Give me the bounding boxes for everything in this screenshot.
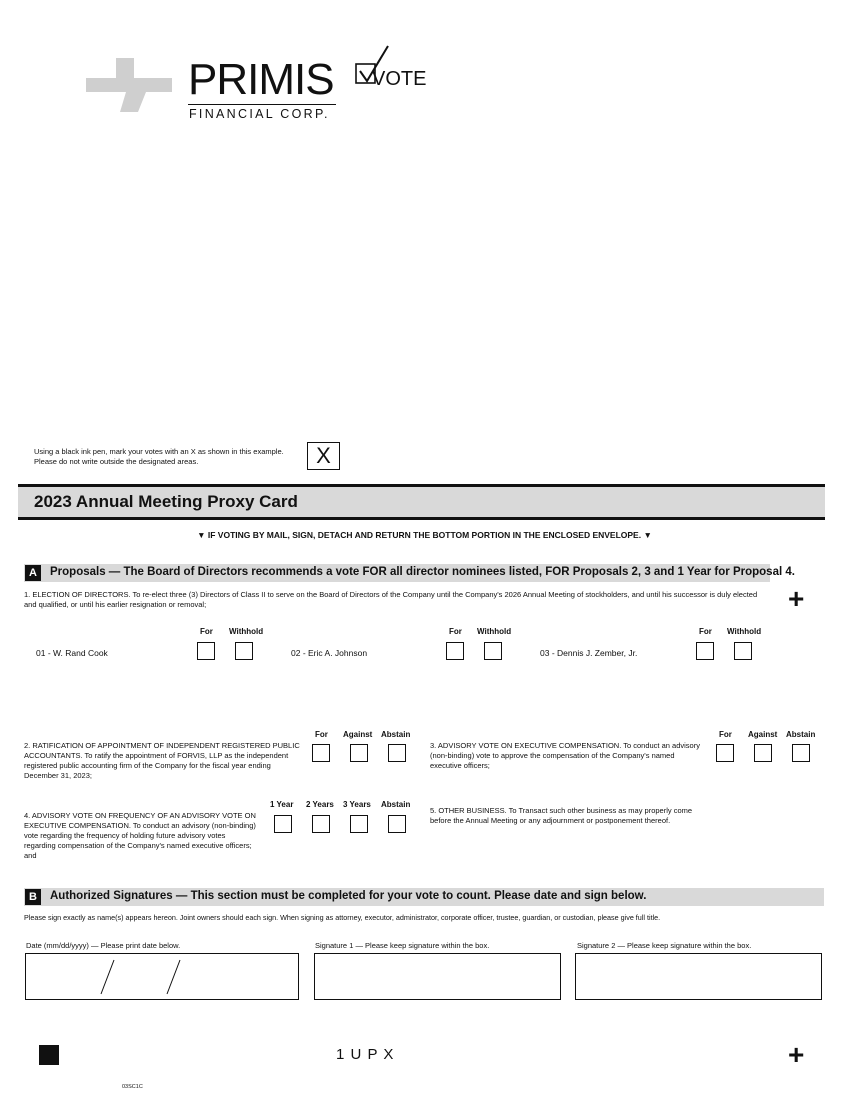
nominee-2-for-checkbox[interactable]: [446, 642, 464, 660]
ink-instruction: Using a black ink pen, mark your votes with an X as shown in this example. Please do not write outside the designated areas.: [34, 447, 284, 466]
proposal-2-abstain-checkbox[interactable]: [388, 744, 406, 762]
cross-logo-icon: [86, 58, 172, 114]
nominee-2-withhold-checkbox[interactable]: [484, 642, 502, 660]
proxy-card-title-bar: [18, 487, 825, 517]
nominee-2: 02 - Eric A. Johnson: [291, 648, 368, 658]
section-b-title: Authorized Signatures — This section must be completed for your vote to count. Please date and sign below.: [50, 890, 647, 902]
proposal-4-text: 4. ADVISORY VOTE ON FREQUENCY OF AN ADVISORY VOTE ON EXECUTIVE COMPENSATION. To conduct an advisory (non-binding) vote regarding the frequency of holding future advisory votes regarding compensation of the Company's named executive officers; and: [24, 811, 256, 860]
date-input-box[interactable]: [25, 953, 299, 1000]
signature-note: Please sign exactly as name(s) appears hereon. Joint owners should each sign. When signing as attorney, executor, administrator, corporate officer, trustee, guardian, or custodian, please give full title.: [24, 913, 661, 922]
mail-instruction: ▼ IF VOTING BY MAIL, SIGN, DETACH AND RETURN THE BOTTOM PORTION IN THE ENCLOSED ENVELOPE. ▼: [197, 530, 652, 540]
date-label: Date (mm/dd/yyyy) — Please print date below.: [26, 941, 181, 950]
section-b-header: [24, 888, 824, 906]
footer-code: 1 U P X: [336, 1046, 395, 1063]
nominee-3-withhold-checkbox[interactable]: [734, 642, 752, 660]
nominee-3-for-checkbox[interactable]: [696, 642, 714, 660]
company-logo: [86, 56, 446, 126]
nominee-1: 01 - W. Rand Cook: [36, 648, 108, 658]
plus-icon-bottom: +: [788, 1039, 805, 1070]
proposal-3-abstain-checkbox[interactable]: [792, 744, 810, 762]
proposal-2-against-checkbox[interactable]: [350, 744, 368, 762]
nominee-1-withhold-checkbox[interactable]: [235, 642, 253, 660]
proposal-2-for-checkbox[interactable]: [312, 744, 330, 762]
proposal-2-text: 2. RATIFICATION OF APPOINTMENT OF INDEPENDENT REGISTERED PUBLIC ACCOUNTANTS. To ratify the appointment of FORVIS, LLP as the independent registered public accounting firm of the Company for the fiscal year ending December 31, 2023;: [24, 741, 300, 780]
signature-2-label: Signature 2 — Please keep signature within the box.: [577, 941, 752, 950]
proposal-4-3years-checkbox[interactable]: [350, 815, 368, 833]
company-subtitle: FINANCIAL CORP.: [189, 107, 330, 121]
signature-1-label: Signature 1 — Please keep signature within the box.: [315, 941, 490, 950]
company-name: PRIMIS: [188, 55, 334, 104]
registration-square: [39, 1045, 59, 1065]
proposal-4-abstain-checkbox[interactable]: [388, 815, 406, 833]
proposal-3-text: 3. ADVISORY VOTE ON EXECUTIVE COMPENSATION. To conduct an advisory (non-binding) vote to approve the compensation of the Company's named executive officers;: [430, 741, 700, 770]
plus-icon-top: +: [788, 583, 805, 614]
proposal-4-1year-checkbox[interactable]: [274, 815, 292, 833]
section-b-badge: B: [25, 889, 41, 905]
nominee-1-for-checkbox[interactable]: [197, 642, 215, 660]
small-footer-code: 03SC1C: [122, 1084, 143, 1090]
proposal-3-against-checkbox[interactable]: [754, 744, 772, 762]
section-a-header: [24, 564, 795, 582]
proposal-3-for-checkbox[interactable]: [716, 744, 734, 762]
date-slash-icons: [26, 954, 300, 1001]
signature-2-box[interactable]: [575, 953, 822, 1000]
nominee-3: 03 - Dennis J. Zember, Jr.: [540, 648, 638, 658]
proposal-4-2years-checkbox[interactable]: [312, 815, 330, 833]
signature-1-box[interactable]: [314, 953, 561, 1000]
proposal-1-text: 1. ELECTION OF DIRECTORS. To re-elect three (3) Directors of Class II to serve on the Board of Directors of the Company until the Company's 2026 Annual Meeting of stockholders, and until his successor is duly elected and qualified, or until his earlier resignation or removal;: [24, 590, 758, 609]
proposal-5-text: 5. OTHER BUSINESS. To Transact such other business as may properly come before the Annual Meeting or any adjournment or postponement thereof.: [430, 806, 693, 825]
vote-mark-text: VOTE: [372, 68, 427, 90]
section-a-badge: A: [25, 565, 41, 581]
example-mark-box: X: [307, 442, 340, 470]
proxy-card-title: 2023 Annual Meeting Proxy Card: [34, 492, 298, 511]
section-a-title: Proposals — The Board of Directors recommends a vote FOR all director nominees listed, FOR Proposals 2, 3 and 1 Year for Proposal 4.: [50, 566, 795, 578]
